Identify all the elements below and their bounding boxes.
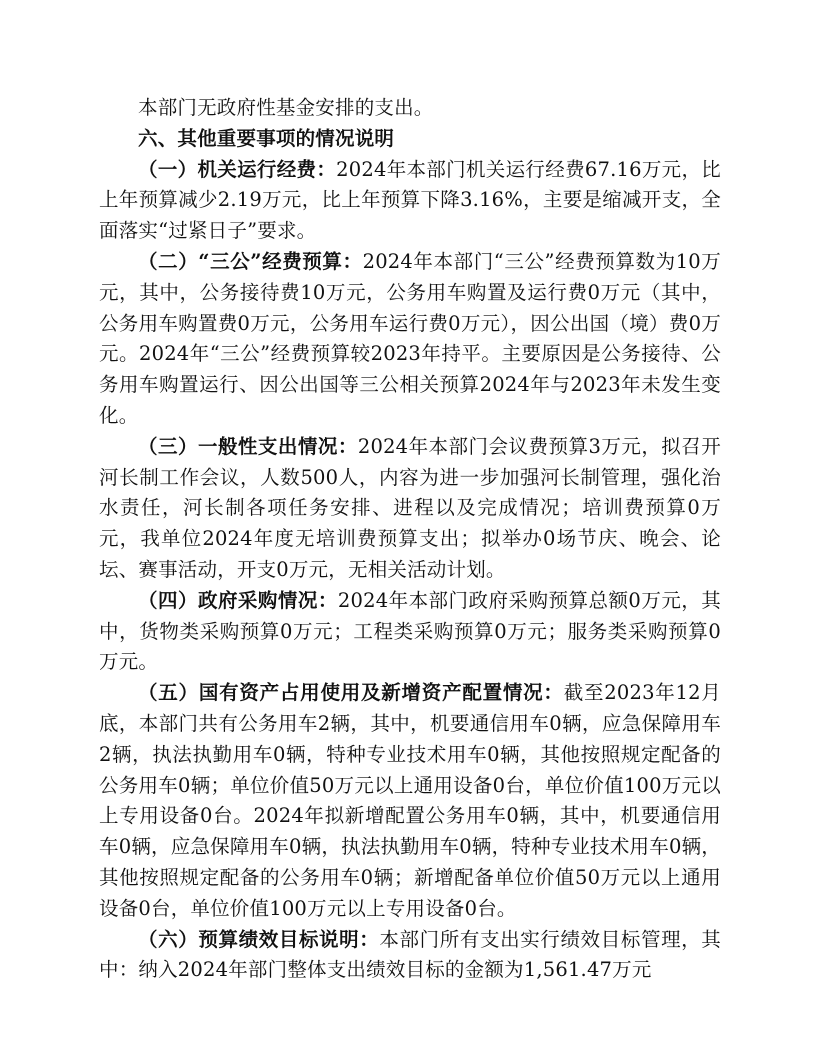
paragraph-text: 本部门所有支出实行绩效目标管理，其中：纳入2024年部门整体支出绩效目标的金额为1,561.47万元 xyxy=(99,927,722,982)
paragraph-lead: （三）一般性支出情况： xyxy=(138,434,358,458)
paragraph-text: 2024年本部门机关运行经费67.16万元，比上年预算减少2.19万元，比上年预算下降3.16%，主要是缩减开支，全面落实“过紧日子”要求。 xyxy=(99,157,721,243)
paragraph-state-assets xyxy=(99,678,721,924)
paragraph-performance-targets xyxy=(99,925,721,987)
paragraph-lead: （六）预算绩效目标说明： xyxy=(138,927,380,951)
paragraph-text: 2024年本部门会议费预算3万元，拟召开河长制工作会议，人数500人，内容为进一步加强河长制管理，强化治水责任，河长制各项任务安排、进程以及完成情况；培训费预算0万元，我单位2024年度无培训费预算支出；拟举办0场节庆、晚会、论坛、赛事活动，开支0万元，无相关活动计划。 xyxy=(99,434,721,581)
intro-paragraph: 本部门无政府性基金安排的支出。 xyxy=(138,96,434,119)
paragraph-text: 2024年本部门政府采购预算总额0万元，其中，货物类采购预算0万元；工程类采购预算0万元；服务类采购预算0万元。 xyxy=(99,588,721,674)
paragraph-lead: （一）机关运行经费： xyxy=(138,157,337,181)
paragraph-lead: （二）“三公”经费预算： xyxy=(138,249,363,273)
paragraph-government-procurement xyxy=(99,586,721,678)
paragraph-general-expenses xyxy=(99,432,721,586)
section-heading: 六、其他重要事项的情况说明 xyxy=(138,126,395,150)
paragraph-text: 2024年本部门“三公”经费预算数为10万元，其中，公务接待费10万元，公务用车购置及运行费0万元（其中，公务用车购置费0万元，公务用车运行费0万元），因公出国（境）费0万元。2024年“三公”经费预算较2023年持平。主要原因是公务接待、公务用车购置运行、因公出国等三公相关预算2024年与2023年未发生变化。 xyxy=(99,249,722,427)
paragraph-three-public-expenses xyxy=(99,247,721,432)
paragraph-lead: （五）国有资产占用使用及新增资产配置情况： xyxy=(138,681,564,705)
paragraph-lead: （四）政府采购情况： xyxy=(138,588,338,612)
document-body xyxy=(99,93,721,986)
paragraph-operating-expenses xyxy=(99,155,721,247)
paragraph-text: 截至2023年12月底，本部门共有公务用车2辆，其中，机要通信用车0辆，应急保障用车2辆，执法执勤用车0辆，特种专业技术用车0辆，其他按照规定配备的公务用车0辆；单位价值50万元以上通用设备0台，单位价值100万元以上专用设备0台。2024年拟新增配置公务用车0辆，其中，机要通信用车0辆，应急保障用车0辆，执法执勤用车0辆，特种专业技术用车0辆，其他按照规定配备的公务用车0辆；新增配备单位价值50万元以上通用设备0台，单位价值100万元以上专用设备0台。 xyxy=(99,681,721,920)
